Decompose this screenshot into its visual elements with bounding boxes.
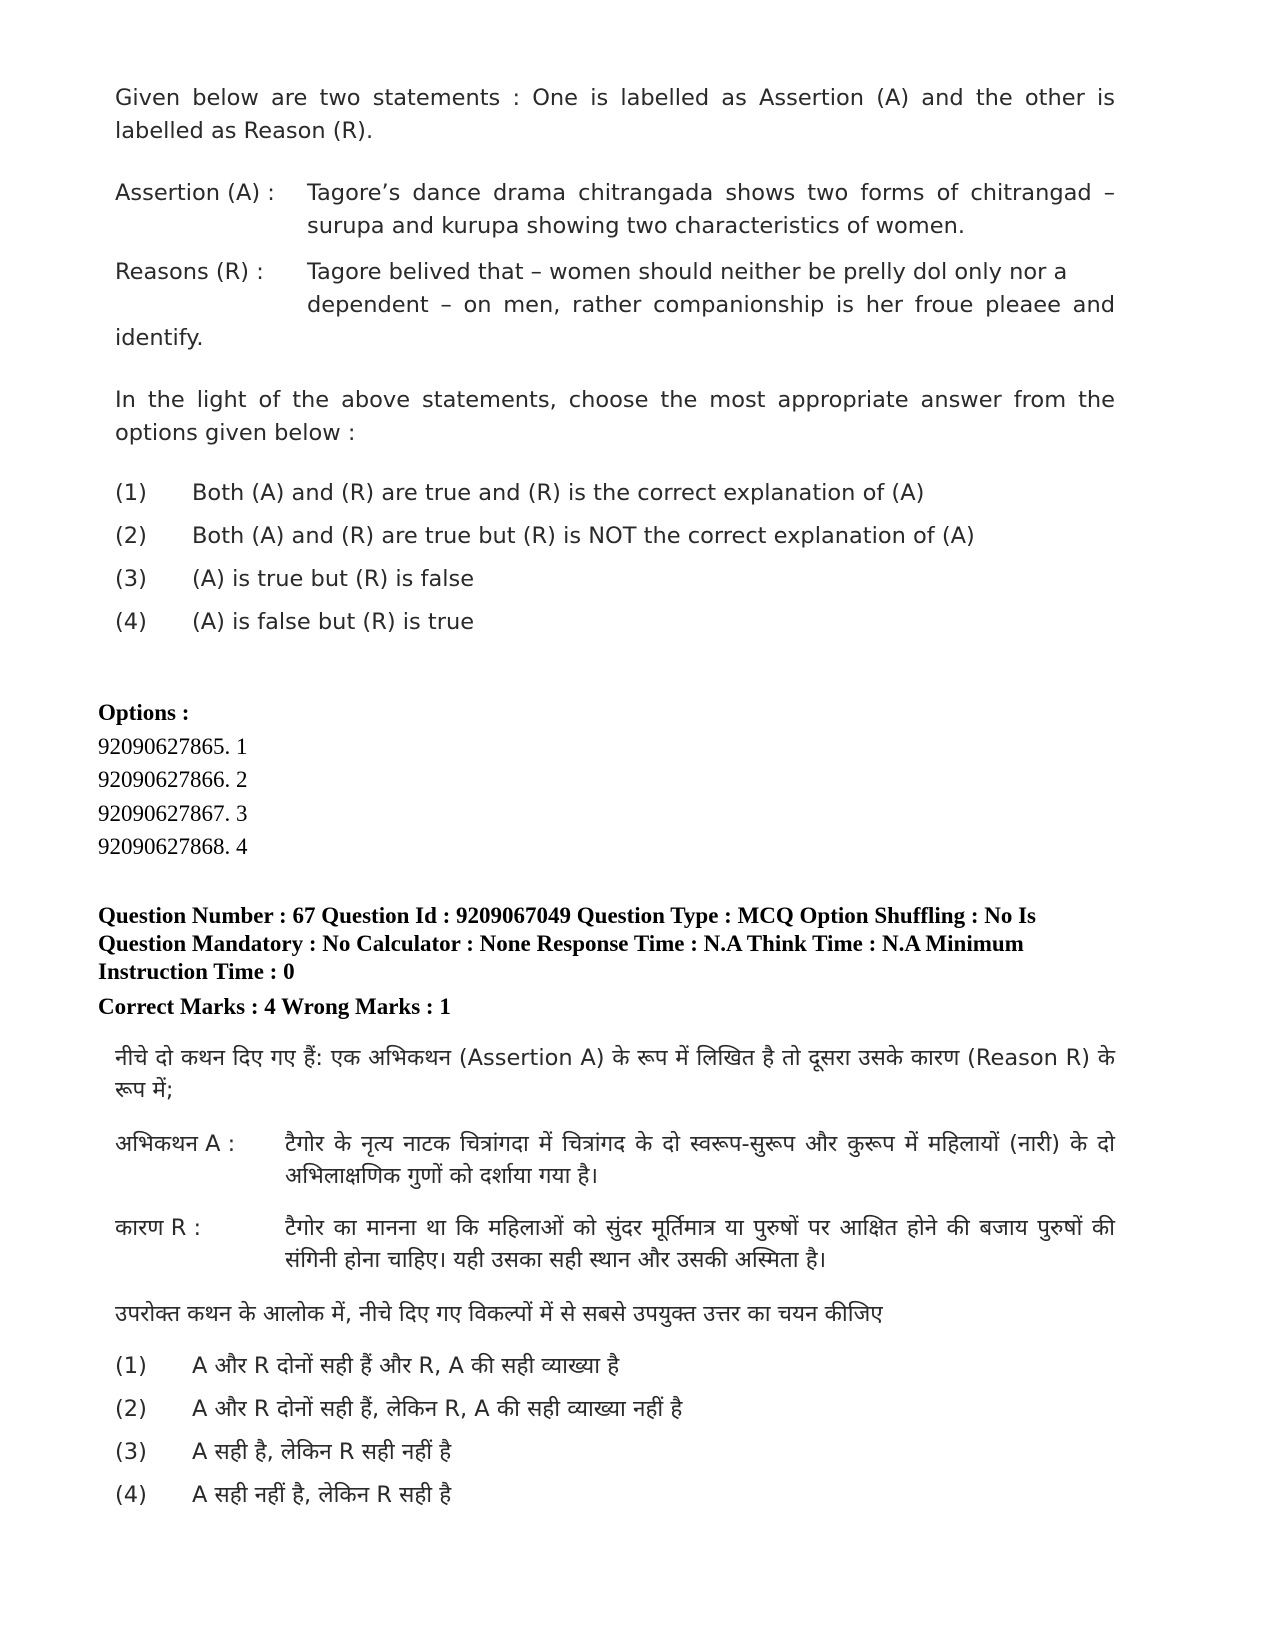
hindi-intro: नीचे दो कथन दिए गए हैं: एक अभिकथन (Assertion A) के रूप में लिखित है तो दूसरा उसके कारण (Reason R) के रूप में; bbox=[115, 1045, 1115, 1103]
answer-option: (2) Both (A) and (R) are true but (R) is NOT the correct explanation of (A) bbox=[115, 523, 975, 549]
question-intro: Given below are two statements : One is labelled as Assertion (A) and the other is labelled as Reason (R). bbox=[115, 85, 1115, 144]
assertion-text: Tagore’s dance drama chitrangada shows two forms of chitrangad – surupa and kurupa showing two characteristics of women. bbox=[307, 180, 1115, 239]
hindi-assertion-label: अभिकथन A : bbox=[115, 1131, 236, 1157]
question-metadata: Question Number : 67 Question Id : 9209067049 Question Type : MCQ Option Shuffling : No Is Question Mandatory : No Calculator : None Response Time : N.A Think Time : N.A Minimum Instruction Time : 0 bbox=[98, 903, 1037, 984]
hindi-answer-options-list bbox=[115, 1344, 1115, 1516]
hindi-assertion-row bbox=[115, 1128, 1115, 1192]
answer-option: (1) Both (A) and (R) are true and (R) is the correct explanation of (A) bbox=[115, 480, 925, 506]
hindi-reason-label: कारण R : bbox=[115, 1215, 202, 1241]
hindi-prompt: उपरोक्त कथन के आलोक में, नीचे दिए गए विकल्पों में से सबसे उपयुक्त उत्तर का चयन कीजिए bbox=[115, 1301, 883, 1327]
reason-text-line2: dependent – on men, rather companionship is her froue pleaee and bbox=[307, 292, 1115, 318]
hindi-reason-row bbox=[115, 1212, 1115, 1276]
option-id: 92090627868. 4 bbox=[98, 834, 248, 859]
hindi-assertion-text: टैगोर के नृत्य नाटक चित्रांगदा में चित्रांगद के दो स्वरूप-सुरूप और कुरूप में महिलायों (नारी) के दो अभिलाक्षणिक गुणों को दर्शाया गया है। bbox=[285, 1131, 1115, 1189]
reason-text-wrap: identify. bbox=[115, 325, 204, 351]
options-section bbox=[98, 696, 1128, 864]
assertion-label: Assertion (A) : bbox=[115, 180, 275, 206]
question-prompt: In the light of the above statements, choose the most appropriate answer from the options given below : bbox=[115, 387, 1115, 446]
answer-option: (3) (A) is true but (R) is false bbox=[115, 566, 475, 592]
hindi-reason-text: टैगोर का मानना था कि महिलाओं को सुंदर मूर्तिमात्र या पुरुषों पर आक्षित होने की बजाय पुरुषों की संगिनी होना चाहिए। यही उसका सही स्थान और उसकी अस्मिता है। bbox=[285, 1215, 1115, 1273]
option-id: 92090627866. 2 bbox=[98, 767, 248, 792]
assertion-row bbox=[115, 177, 1115, 243]
answer-options-list bbox=[115, 472, 1115, 644]
hindi-answer-option: (3) A सही है, लेकिन R सही नहीं है bbox=[115, 1438, 452, 1465]
marks-info: Correct Marks : 4 Wrong Marks : 1 bbox=[98, 994, 451, 1019]
hindi-answer-option: (1) A और R दोनों सही हैं और R, A की सही व्याख्या है bbox=[115, 1352, 620, 1379]
reason-label: Reasons (R) : bbox=[115, 259, 264, 285]
hindi-answer-option: (4) A सही नहीं है, लेकिन R सही है bbox=[115, 1481, 452, 1508]
english-question bbox=[115, 82, 1115, 644]
option-id: 92090627867. 3 bbox=[98, 800, 248, 826]
reason-row bbox=[115, 256, 1115, 322]
reason-text-line1: Tagore belived that – women should neither be prelly dol only nor a bbox=[307, 259, 1068, 285]
options-heading: Options : bbox=[98, 700, 190, 725]
answer-option: (4) (A) is false but (R) is true bbox=[115, 609, 475, 635]
hindi-question bbox=[115, 1042, 1115, 1516]
hindi-answer-option: (2) A और R दोनों सही हैं, लेकिन R, A की सही व्याख्या नहीं है bbox=[115, 1395, 683, 1422]
question-info bbox=[98, 902, 1128, 1024]
option-id: 92090627865. 1 bbox=[98, 733, 248, 759]
